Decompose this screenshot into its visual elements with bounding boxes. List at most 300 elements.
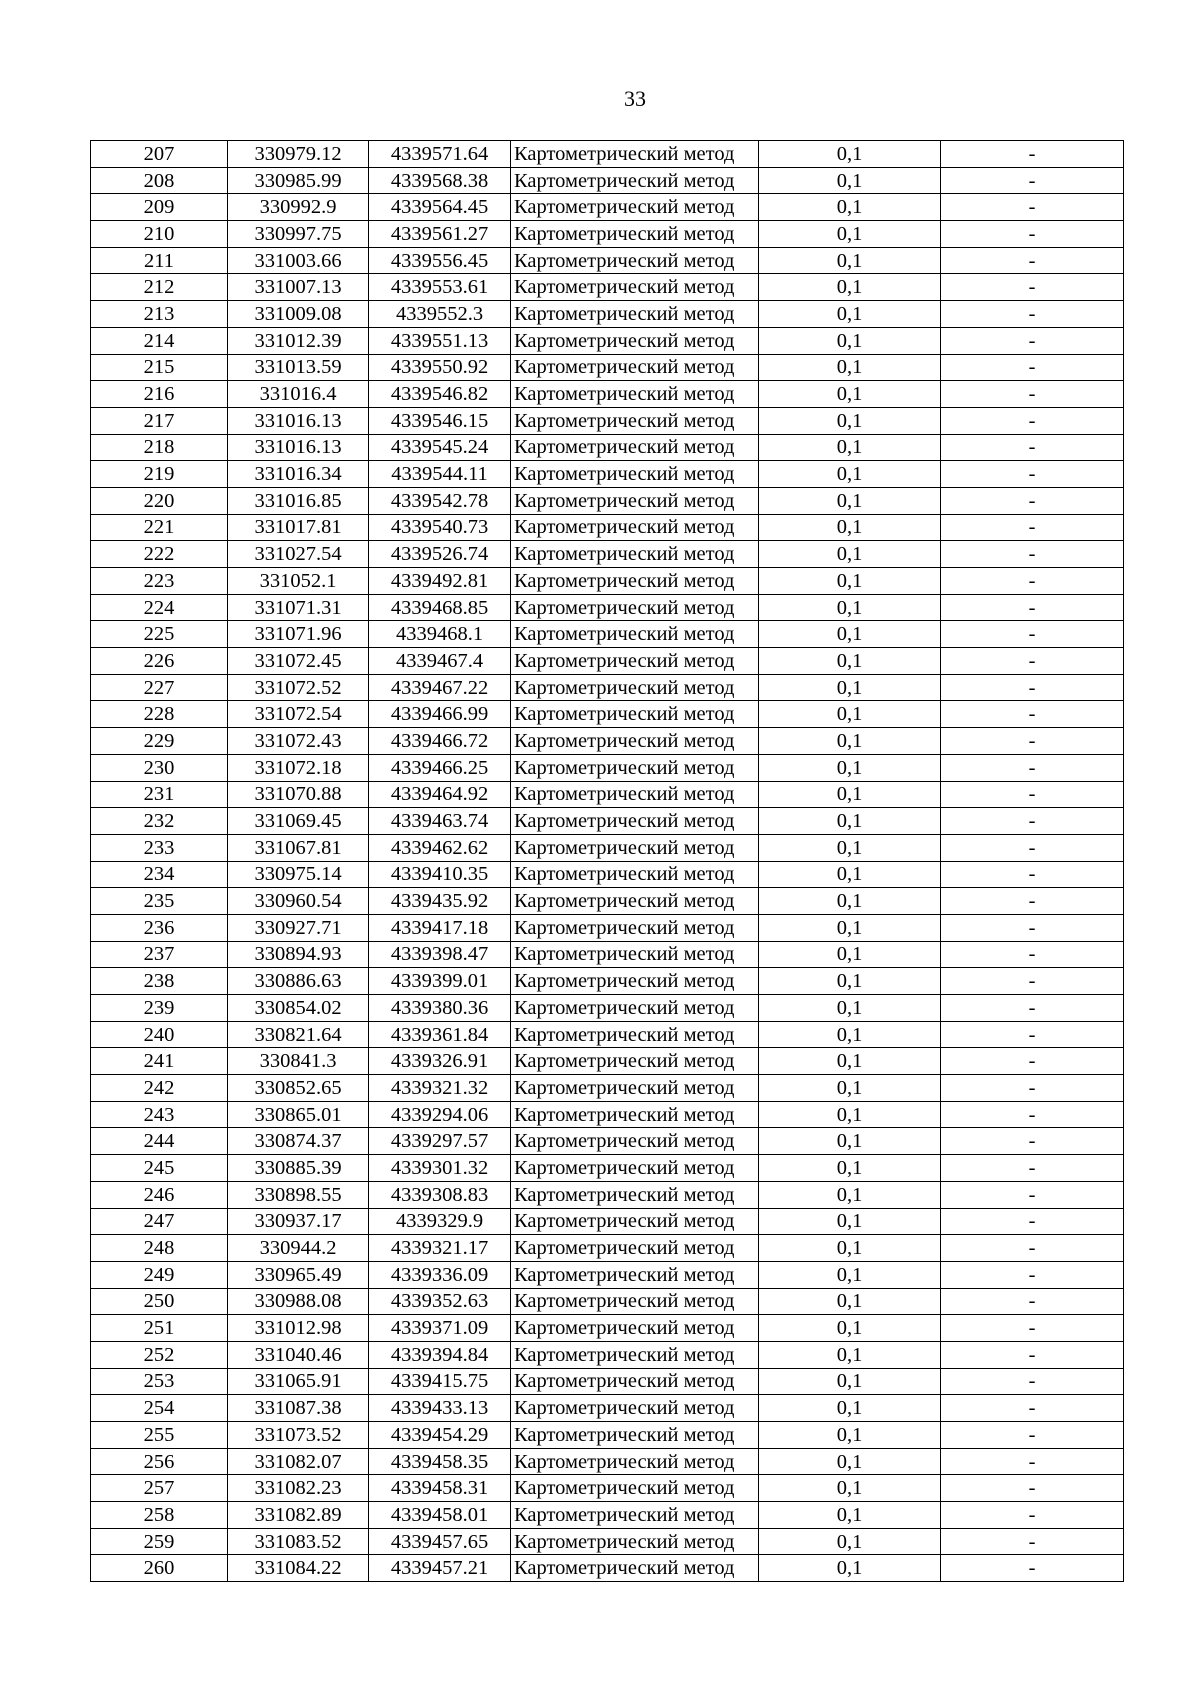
x-coordinate-cell: 331016.13 <box>228 407 369 434</box>
x-coordinate-cell: 331067.81 <box>228 834 369 861</box>
y-coordinate-cell: 4339550.92 <box>369 354 511 381</box>
precision-cell: 0,1 <box>759 861 941 888</box>
table-row <box>91 1208 1124 1235</box>
y-coordinate-cell: 4339466.25 <box>369 754 511 781</box>
note-cell: - <box>941 1128 1124 1155</box>
precision-cell: 0,1 <box>759 194 941 221</box>
table-row <box>91 194 1124 221</box>
note-cell: - <box>941 1555 1124 1582</box>
table-row <box>91 701 1124 728</box>
note-cell: - <box>941 834 1124 861</box>
point-number-cell: 228 <box>91 701 228 728</box>
x-coordinate-cell: 331012.39 <box>228 327 369 354</box>
precision-cell: 0,1 <box>759 968 941 995</box>
x-coordinate-cell: 330997.75 <box>228 221 369 248</box>
table-row <box>91 1341 1124 1368</box>
point-number-cell: 247 <box>91 1208 228 1235</box>
page-number: 33 <box>624 86 646 111</box>
method-cell: Картометрический метод <box>511 834 759 861</box>
x-coordinate-cell: 331072.45 <box>228 648 369 675</box>
table-row <box>91 914 1124 941</box>
note-cell: - <box>941 1021 1124 1048</box>
method-cell: Картометрический метод <box>511 301 759 328</box>
point-number-cell: 216 <box>91 381 228 408</box>
note-cell: - <box>941 1315 1124 1342</box>
precision-cell: 0,1 <box>759 1395 941 1422</box>
method-cell: Картометрический метод <box>511 167 759 194</box>
x-coordinate-cell: 330985.99 <box>228 167 369 194</box>
x-coordinate-cell: 331071.96 <box>228 621 369 648</box>
precision-cell: 0,1 <box>759 434 941 461</box>
point-number-cell: 235 <box>91 888 228 915</box>
point-number-cell: 217 <box>91 407 228 434</box>
precision-cell: 0,1 <box>759 301 941 328</box>
point-number-cell: 211 <box>91 247 228 274</box>
method-cell: Картометрический метод <box>511 434 759 461</box>
precision-cell: 0,1 <box>759 1021 941 1048</box>
precision-cell: 0,1 <box>759 514 941 541</box>
note-cell: - <box>941 407 1124 434</box>
method-cell: Картометрический метод <box>511 1101 759 1128</box>
y-coordinate-cell: 4339380.36 <box>369 995 511 1022</box>
y-coordinate-cell: 4339458.35 <box>369 1448 511 1475</box>
x-coordinate-cell: 331082.89 <box>228 1502 369 1529</box>
method-cell: Картометрический метод <box>511 1528 759 1555</box>
note-cell: - <box>941 301 1124 328</box>
note-cell: - <box>941 1475 1124 1502</box>
coordinates-table <box>90 140 1124 1582</box>
precision-cell: 0,1 <box>759 327 941 354</box>
point-number-cell: 241 <box>91 1048 228 1075</box>
point-number-cell: 231 <box>91 781 228 808</box>
precision-cell: 0,1 <box>759 648 941 675</box>
method-cell: Картометрический метод <box>511 1288 759 1315</box>
precision-cell: 0,1 <box>759 167 941 194</box>
y-coordinate-cell: 4339556.45 <box>369 247 511 274</box>
method-cell: Картометрический метод <box>511 1021 759 1048</box>
point-number-cell: 221 <box>91 514 228 541</box>
note-cell: - <box>941 701 1124 728</box>
y-coordinate-cell: 4339546.82 <box>369 381 511 408</box>
point-number-cell: 220 <box>91 487 228 514</box>
x-coordinate-cell: 331016.85 <box>228 487 369 514</box>
table-row <box>91 434 1124 461</box>
method-cell: Картометрический метод <box>511 1181 759 1208</box>
method-cell: Картометрический метод <box>511 221 759 248</box>
y-coordinate-cell: 4339326.91 <box>369 1048 511 1075</box>
table-row <box>91 141 1124 168</box>
table-row <box>91 834 1124 861</box>
y-coordinate-cell: 4339457.21 <box>369 1555 511 1582</box>
note-cell: - <box>941 487 1124 514</box>
note-cell: - <box>941 594 1124 621</box>
y-coordinate-cell: 4339352.63 <box>369 1288 511 1315</box>
table-row <box>91 221 1124 248</box>
x-coordinate-cell: 331087.38 <box>228 1395 369 1422</box>
precision-cell: 0,1 <box>759 487 941 514</box>
method-cell: Картометрический метод <box>511 888 759 915</box>
y-coordinate-cell: 4339540.73 <box>369 514 511 541</box>
precision-cell: 0,1 <box>759 754 941 781</box>
point-number-cell: 249 <box>91 1261 228 1288</box>
y-coordinate-cell: 4339433.13 <box>369 1395 511 1422</box>
method-cell: Картометрический метод <box>511 995 759 1022</box>
y-coordinate-cell: 4339321.32 <box>369 1075 511 1102</box>
note-cell: - <box>941 1101 1124 1128</box>
table-row <box>91 514 1124 541</box>
method-cell: Картометрический метод <box>511 968 759 995</box>
note-cell: - <box>941 1181 1124 1208</box>
method-cell: Картометрический метод <box>511 1555 759 1582</box>
point-number-cell: 238 <box>91 968 228 995</box>
method-cell: Картометрический метод <box>511 594 759 621</box>
point-number-cell: 244 <box>91 1128 228 1155</box>
y-coordinate-cell: 4339568.38 <box>369 167 511 194</box>
note-cell: - <box>941 1448 1124 1475</box>
x-coordinate-cell: 331083.52 <box>228 1528 369 1555</box>
note-cell: - <box>941 808 1124 835</box>
table-row <box>91 568 1124 595</box>
y-coordinate-cell: 4339467.4 <box>369 648 511 675</box>
method-cell: Картометрический метод <box>511 1341 759 1368</box>
note-cell: - <box>941 1528 1124 1555</box>
method-cell: Картометрический метод <box>511 754 759 781</box>
x-coordinate-cell: 331082.23 <box>228 1475 369 1502</box>
method-cell: Картометрический метод <box>511 1261 759 1288</box>
y-coordinate-cell: 4339553.61 <box>369 274 511 301</box>
method-cell: Картометрический метод <box>511 1475 759 1502</box>
note-cell: - <box>941 381 1124 408</box>
precision-cell: 0,1 <box>759 1181 941 1208</box>
point-number-cell: 258 <box>91 1502 228 1529</box>
note-cell: - <box>941 941 1124 968</box>
y-coordinate-cell: 4339526.74 <box>369 541 511 568</box>
note-cell: - <box>941 995 1124 1022</box>
note-cell: - <box>941 274 1124 301</box>
method-cell: Картометрический метод <box>511 1395 759 1422</box>
point-number-cell: 255 <box>91 1422 228 1449</box>
method-cell: Картометрический метод <box>511 407 759 434</box>
y-coordinate-cell: 4339361.84 <box>369 1021 511 1048</box>
table-row <box>91 1048 1124 1075</box>
x-coordinate-cell: 330821.64 <box>228 1021 369 1048</box>
point-number-cell: 237 <box>91 941 228 968</box>
note-cell: - <box>941 1422 1124 1449</box>
point-number-cell: 232 <box>91 808 228 835</box>
y-coordinate-cell: 4339552.3 <box>369 301 511 328</box>
precision-cell: 0,1 <box>759 674 941 701</box>
precision-cell: 0,1 <box>759 995 941 1022</box>
method-cell: Картометрический метод <box>511 354 759 381</box>
note-cell: - <box>941 1288 1124 1315</box>
precision-cell: 0,1 <box>759 728 941 755</box>
precision-cell: 0,1 <box>759 1341 941 1368</box>
note-cell: - <box>941 568 1124 595</box>
table-row <box>91 327 1124 354</box>
y-coordinate-cell: 4339417.18 <box>369 914 511 941</box>
method-cell: Картометрический метод <box>511 861 759 888</box>
x-coordinate-cell: 331003.66 <box>228 247 369 274</box>
x-coordinate-cell: 331027.54 <box>228 541 369 568</box>
method-cell: Картометрический метод <box>511 1208 759 1235</box>
y-coordinate-cell: 4339544.11 <box>369 461 511 488</box>
x-coordinate-cell: 330988.08 <box>228 1288 369 1315</box>
x-coordinate-cell: 331084.22 <box>228 1555 369 1582</box>
note-cell: - <box>941 1235 1124 1262</box>
precision-cell: 0,1 <box>759 808 941 835</box>
x-coordinate-cell: 331052.1 <box>228 568 369 595</box>
table-row <box>91 621 1124 648</box>
table-row <box>91 1021 1124 1048</box>
precision-cell: 0,1 <box>759 1315 941 1342</box>
x-coordinate-cell: 331017.81 <box>228 514 369 541</box>
table-row <box>91 1261 1124 1288</box>
precision-cell: 0,1 <box>759 381 941 408</box>
method-cell: Картометрический метод <box>511 247 759 274</box>
method-cell: Картометрический метод <box>511 1048 759 1075</box>
x-coordinate-cell: 331012.98 <box>228 1315 369 1342</box>
note-cell: - <box>941 1155 1124 1182</box>
table-row <box>91 407 1124 434</box>
table-row <box>91 541 1124 568</box>
table-row <box>91 781 1124 808</box>
note-cell: - <box>941 1048 1124 1075</box>
y-coordinate-cell: 4339457.65 <box>369 1528 511 1555</box>
table-row <box>91 888 1124 915</box>
method-cell: Картометрический метод <box>511 274 759 301</box>
x-coordinate-cell: 331073.52 <box>228 1422 369 1449</box>
method-cell: Картометрический метод <box>511 1235 759 1262</box>
y-coordinate-cell: 4339329.9 <box>369 1208 511 1235</box>
x-coordinate-cell: 331072.18 <box>228 754 369 781</box>
y-coordinate-cell: 4339462.62 <box>369 834 511 861</box>
note-cell: - <box>941 861 1124 888</box>
method-cell: Картометрический метод <box>511 621 759 648</box>
table-row <box>91 1528 1124 1555</box>
y-coordinate-cell: 4339546.15 <box>369 407 511 434</box>
point-number-cell: 229 <box>91 728 228 755</box>
y-coordinate-cell: 4339410.35 <box>369 861 511 888</box>
table-row <box>91 1555 1124 1582</box>
x-coordinate-cell: 330992.9 <box>228 194 369 221</box>
note-cell: - <box>941 434 1124 461</box>
method-cell: Картометрический метод <box>511 674 759 701</box>
method-cell: Картометрический метод <box>511 648 759 675</box>
precision-cell: 0,1 <box>759 594 941 621</box>
y-coordinate-cell: 4339468.1 <box>369 621 511 648</box>
method-cell: Картометрический метод <box>511 728 759 755</box>
table-row <box>91 594 1124 621</box>
precision-cell: 0,1 <box>759 914 941 941</box>
x-coordinate-cell: 330960.54 <box>228 888 369 915</box>
table-row <box>91 754 1124 781</box>
y-coordinate-cell: 4339464.92 <box>369 781 511 808</box>
table-row <box>91 1502 1124 1529</box>
point-number-cell: 260 <box>91 1555 228 1582</box>
y-coordinate-cell: 4339564.45 <box>369 194 511 221</box>
note-cell: - <box>941 1261 1124 1288</box>
x-coordinate-cell: 330965.49 <box>228 1261 369 1288</box>
point-number-cell: 213 <box>91 301 228 328</box>
method-cell: Картометрический метод <box>511 1155 759 1182</box>
table-row <box>91 861 1124 888</box>
x-coordinate-cell: 331070.88 <box>228 781 369 808</box>
note-cell: - <box>941 194 1124 221</box>
x-coordinate-cell: 330852.65 <box>228 1075 369 1102</box>
note-cell: - <box>941 1075 1124 1102</box>
table-row <box>91 381 1124 408</box>
method-cell: Картометрический метод <box>511 141 759 168</box>
table-row <box>91 1448 1124 1475</box>
method-cell: Картометрический метод <box>511 194 759 221</box>
table-row <box>91 1288 1124 1315</box>
method-cell: Картометрический метод <box>511 1448 759 1475</box>
point-number-cell: 224 <box>91 594 228 621</box>
note-cell: - <box>941 621 1124 648</box>
point-number-cell: 240 <box>91 1021 228 1048</box>
method-cell: Картометрический метод <box>511 701 759 728</box>
method-cell: Картометрический метод <box>511 568 759 595</box>
precision-cell: 0,1 <box>759 221 941 248</box>
point-number-cell: 252 <box>91 1341 228 1368</box>
x-coordinate-cell: 330874.37 <box>228 1128 369 1155</box>
table-row <box>91 1075 1124 1102</box>
note-cell: - <box>941 1368 1124 1395</box>
method-cell: Картометрический метод <box>511 541 759 568</box>
precision-cell: 0,1 <box>759 1288 941 1315</box>
method-cell: Картометрический метод <box>511 1502 759 1529</box>
note-cell: - <box>941 1502 1124 1529</box>
table-row <box>91 728 1124 755</box>
x-coordinate-cell: 331013.59 <box>228 354 369 381</box>
note-cell: - <box>941 354 1124 381</box>
precision-cell: 0,1 <box>759 247 941 274</box>
note-cell: - <box>941 1208 1124 1235</box>
method-cell: Картометрический метод <box>511 514 759 541</box>
point-number-cell: 234 <box>91 861 228 888</box>
precision-cell: 0,1 <box>759 621 941 648</box>
table-row <box>91 461 1124 488</box>
table-row <box>91 968 1124 995</box>
y-coordinate-cell: 4339294.06 <box>369 1101 511 1128</box>
point-number-cell: 239 <box>91 995 228 1022</box>
point-number-cell: 254 <box>91 1395 228 1422</box>
coordinates-table-body <box>91 141 1124 1582</box>
method-cell: Картометрический метод <box>511 1422 759 1449</box>
x-coordinate-cell: 331069.45 <box>228 808 369 835</box>
table-row <box>91 1368 1124 1395</box>
point-number-cell: 253 <box>91 1368 228 1395</box>
precision-cell: 0,1 <box>759 1235 941 1262</box>
precision-cell: 0,1 <box>759 1475 941 1502</box>
table-row <box>91 808 1124 835</box>
table-row <box>91 674 1124 701</box>
table-row <box>91 1181 1124 1208</box>
method-cell: Картометрический метод <box>511 487 759 514</box>
table-row <box>91 1422 1124 1449</box>
precision-cell: 0,1 <box>759 834 941 861</box>
precision-cell: 0,1 <box>759 1128 941 1155</box>
precision-cell: 0,1 <box>759 888 941 915</box>
point-number-cell: 223 <box>91 568 228 595</box>
point-number-cell: 226 <box>91 648 228 675</box>
note-cell: - <box>941 888 1124 915</box>
note-cell: - <box>941 541 1124 568</box>
y-coordinate-cell: 4339399.01 <box>369 968 511 995</box>
precision-cell: 0,1 <box>759 701 941 728</box>
method-cell: Картометрический метод <box>511 808 759 835</box>
point-number-cell: 215 <box>91 354 228 381</box>
x-coordinate-cell: 331016.4 <box>228 381 369 408</box>
precision-cell: 0,1 <box>759 1555 941 1582</box>
method-cell: Картометрический метод <box>511 1368 759 1395</box>
x-coordinate-cell: 331065.91 <box>228 1368 369 1395</box>
table-row <box>91 648 1124 675</box>
precision-cell: 0,1 <box>759 1075 941 1102</box>
x-coordinate-cell: 330865.01 <box>228 1101 369 1128</box>
method-cell: Картометрический метод <box>511 461 759 488</box>
y-coordinate-cell: 4339415.75 <box>369 1368 511 1395</box>
table-row <box>91 941 1124 968</box>
point-number-cell: 248 <box>91 1235 228 1262</box>
note-cell: - <box>941 968 1124 995</box>
y-coordinate-cell: 4339466.99 <box>369 701 511 728</box>
note-cell: - <box>941 1341 1124 1368</box>
y-coordinate-cell: 4339458.31 <box>369 1475 511 1502</box>
method-cell: Картометрический метод <box>511 1128 759 1155</box>
precision-cell: 0,1 <box>759 781 941 808</box>
x-coordinate-cell: 330979.12 <box>228 141 369 168</box>
y-coordinate-cell: 4339468.85 <box>369 594 511 621</box>
precision-cell: 0,1 <box>759 274 941 301</box>
x-coordinate-cell: 331082.07 <box>228 1448 369 1475</box>
point-number-cell: 256 <box>91 1448 228 1475</box>
precision-cell: 0,1 <box>759 1422 941 1449</box>
table-row <box>91 1475 1124 1502</box>
y-coordinate-cell: 4339551.13 <box>369 327 511 354</box>
x-coordinate-cell: 330944.2 <box>228 1235 369 1262</box>
note-cell: - <box>941 247 1124 274</box>
y-coordinate-cell: 4339561.27 <box>369 221 511 248</box>
x-coordinate-cell: 331016.13 <box>228 434 369 461</box>
point-number-cell: 251 <box>91 1315 228 1342</box>
table-row <box>91 354 1124 381</box>
note-cell: - <box>941 728 1124 755</box>
x-coordinate-cell: 330841.3 <box>228 1048 369 1075</box>
y-coordinate-cell: 4339492.81 <box>369 568 511 595</box>
y-coordinate-cell: 4339458.01 <box>369 1502 511 1529</box>
table-row <box>91 1155 1124 1182</box>
table-row <box>91 274 1124 301</box>
table-row <box>91 1128 1124 1155</box>
method-cell: Картометрический метод <box>511 941 759 968</box>
point-number-cell: 212 <box>91 274 228 301</box>
method-cell: Картометрический метод <box>511 1315 759 1342</box>
note-cell: - <box>941 754 1124 781</box>
point-number-cell: 233 <box>91 834 228 861</box>
table-row <box>91 487 1124 514</box>
precision-cell: 0,1 <box>759 461 941 488</box>
point-number-cell: 245 <box>91 1155 228 1182</box>
x-coordinate-cell: 331007.13 <box>228 274 369 301</box>
point-number-cell: 210 <box>91 221 228 248</box>
method-cell: Картометрический метод <box>511 781 759 808</box>
precision-cell: 0,1 <box>759 1208 941 1235</box>
y-coordinate-cell: 4339394.84 <box>369 1341 511 1368</box>
point-number-cell: 257 <box>91 1475 228 1502</box>
method-cell: Картометрический метод <box>511 1075 759 1102</box>
x-coordinate-cell: 330854.02 <box>228 995 369 1022</box>
